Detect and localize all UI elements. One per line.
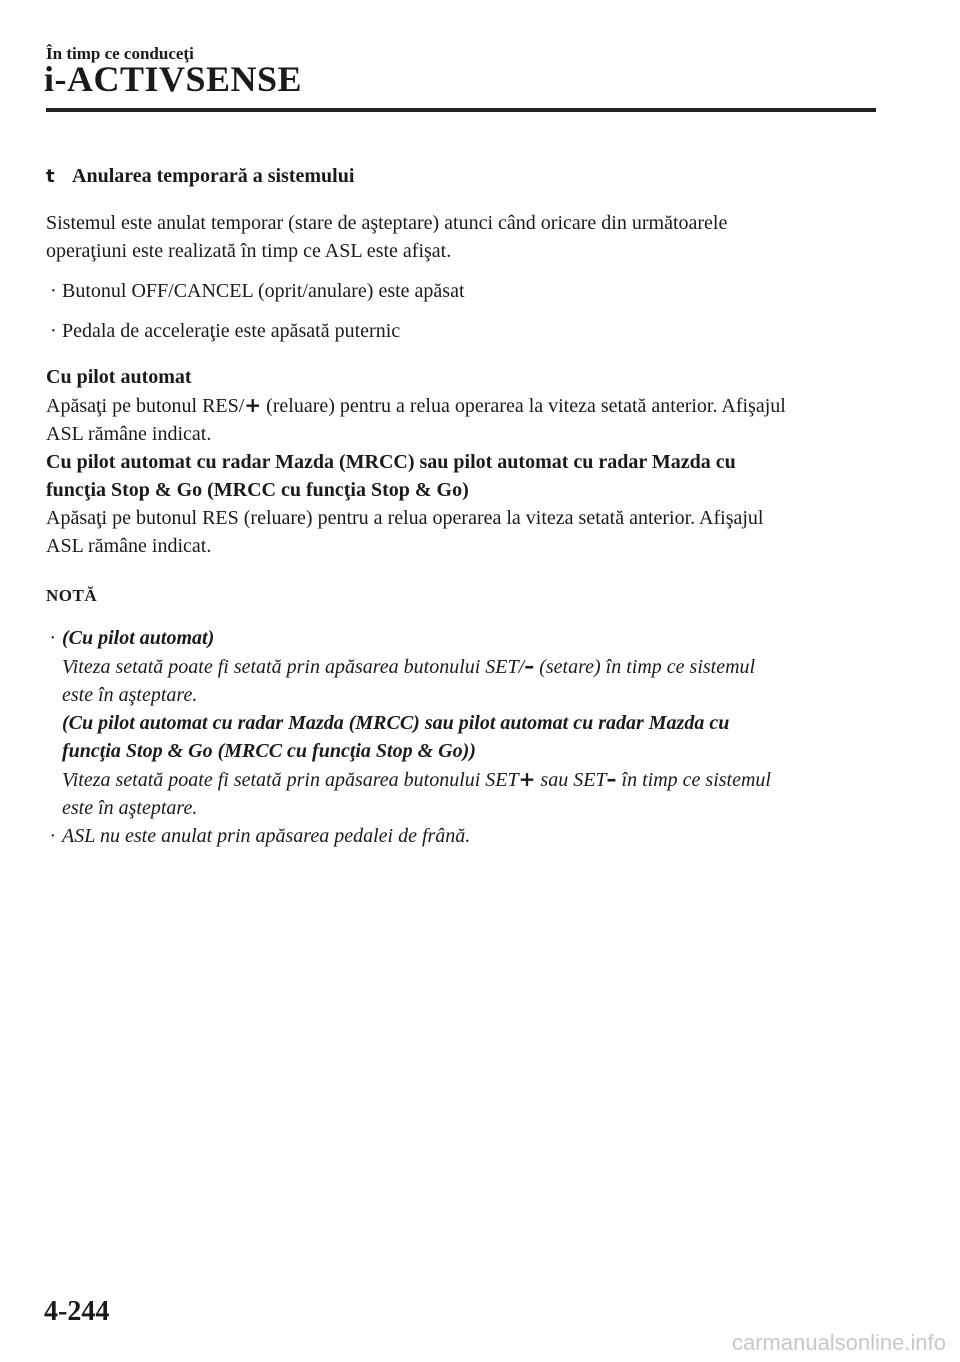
list-item-text: Butonul OFF/CANCEL (oprit/anulare) este apăsat	[62, 280, 465, 302]
intro-line-2: operaţiuni este realizată în timp ce ASL este afişat.	[46, 240, 452, 262]
note-item-title: funcţia Stop & Go (MRCC cu funcţia Stop & Go))	[62, 740, 476, 762]
note-item-title: (Cu pilot automat)	[62, 627, 215, 649]
heading-marker-icon: t	[46, 166, 55, 187]
note-text-part: este în aşteptare.	[62, 797, 198, 819]
cruise-control-title: Cu pilot automat	[46, 366, 192, 388]
note-label: NOTĂ	[46, 586, 98, 605]
note-text-part: sau SET	[535, 769, 607, 791]
plus-icon: +	[518, 767, 536, 791]
cruise-text-part: ASL rămâne indicat.	[46, 423, 212, 445]
note-list	[46, 624, 876, 850]
watermark: carmanualsonline.info	[731, 1330, 946, 1355]
content-body	[46, 162, 876, 850]
note-text-part: este în aşteptare.	[62, 684, 198, 706]
chapter-title: În timp ce conduceţi	[46, 44, 194, 63]
note-item-title: (Cu pilot automat cu radar Mazda (MRCC) sau pilot automat cu radar Mazda cu	[62, 712, 730, 734]
note-item-text: ASL nu este anulat prin apăsarea pedalei de frână.	[62, 825, 471, 847]
list-item-text: Pedala de acceleraţie este apăsată puternic	[62, 320, 401, 342]
plus-icon: +	[244, 393, 262, 417]
minus-icon: –	[606, 767, 617, 791]
note-item	[46, 624, 876, 822]
note-text-part: în timp ce sistemul	[616, 769, 771, 791]
bullet-icon: ·	[50, 280, 57, 302]
mrcc-title	[46, 448, 876, 504]
minus-icon: –	[524, 654, 535, 678]
cruise-control-text	[46, 391, 876, 448]
heading-text: Anularea temporară a sistemului	[72, 165, 355, 187]
mrcc-title-line: Cu pilot automat cu radar Mazda (MRCC) sau pilot automat cu radar Mazda cu	[46, 451, 736, 473]
bullet-icon: ·	[50, 825, 55, 847]
cruise-text-part: Apăsaţi pe butonul RES/	[46, 395, 245, 417]
bullet-icon: ·	[50, 320, 57, 342]
mrcc-text-line: ASL rămâne indicat.	[46, 535, 212, 557]
section-title: i-ACTIVSENSE	[44, 59, 303, 99]
intro-paragraph	[46, 209, 876, 265]
list-item	[46, 317, 876, 345]
note-item	[46, 822, 876, 850]
cruise-text-part: (reluare) pentru a relua operarea la viteza setată anterior. Afişajul	[261, 395, 786, 417]
page-number: 4-244	[44, 1296, 110, 1327]
note-text-part: Viteza setată poate fi setată prin apăsarea butonului SET	[62, 769, 519, 791]
mrcc-text-line: Apăsaţi pe butonul RES (reluare) pentru a relua operarea la viteza setată anterior. Afişajul	[46, 507, 764, 529]
note-text-part: (setare) în timp ce sistemul	[534, 656, 756, 678]
header-rule	[46, 108, 876, 112]
bullet-icon: ·	[50, 627, 55, 649]
note-text-part: Viteza setată poate fi setată prin apăsarea butonului SET/	[62, 656, 525, 678]
intro-line-1: Sistemul este anulat temporar (stare de aşteptare) atunci când oricare din următoarele	[46, 212, 728, 234]
subsection-heading	[46, 162, 876, 191]
mrcc-text	[46, 504, 876, 560]
condition-list	[46, 277, 876, 345]
list-item	[46, 277, 876, 305]
mrcc-title-line: funcţia Stop & Go (MRCC cu funcţia Stop & Go)	[46, 479, 469, 501]
